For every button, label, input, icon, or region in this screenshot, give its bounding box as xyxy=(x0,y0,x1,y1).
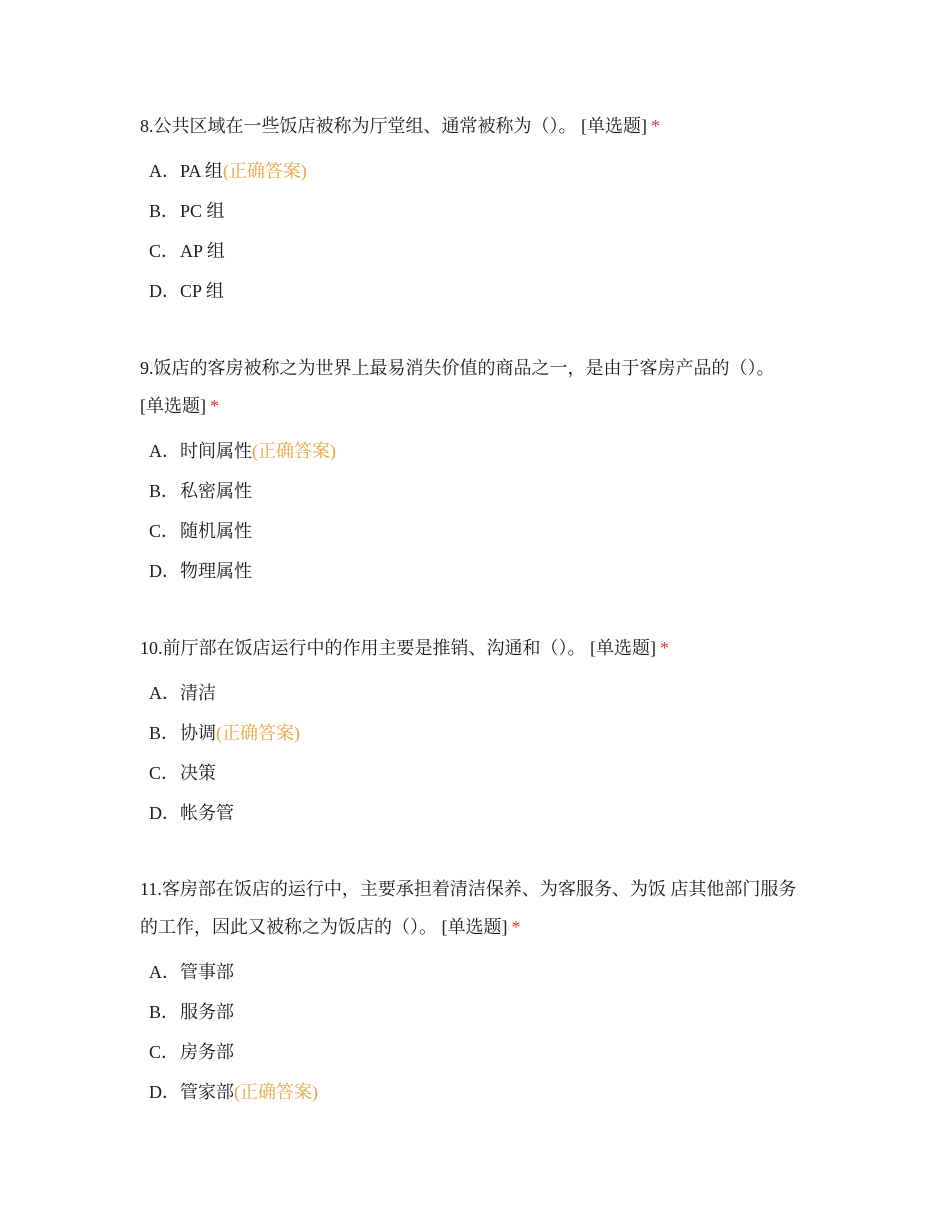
option-text: 物理属性 xyxy=(180,561,252,581)
question-8 xyxy=(140,107,810,311)
required-mark: * xyxy=(511,917,521,937)
option-text: 房务部 xyxy=(180,1042,234,1062)
option-text: AP 组 xyxy=(180,241,225,261)
option-text: PC 组 xyxy=(180,201,225,221)
option-text: 帐务管 xyxy=(180,803,234,823)
option-c[interactable] xyxy=(140,231,810,271)
option-letter: C． xyxy=(149,763,180,783)
option-d[interactable] xyxy=(140,793,810,833)
option-b[interactable] xyxy=(140,713,810,753)
question-type-tag: [单选题] xyxy=(590,638,656,658)
option-list xyxy=(140,431,810,591)
option-letter: A． xyxy=(149,441,180,461)
option-b[interactable] xyxy=(140,471,810,511)
option-text: 随机属性 xyxy=(180,521,252,541)
option-c[interactable] xyxy=(140,511,810,551)
option-letter: A． xyxy=(149,962,180,982)
option-text: 时间属性 xyxy=(180,441,252,461)
question-text: 9.饭店的客房被称之为世界上最易消失价值的商品之一，是由于客房产品的（）。 xyxy=(140,358,775,378)
required-mark: * xyxy=(660,638,669,658)
correct-answer-label: (正确答案) xyxy=(234,1082,318,1102)
option-letter: D． xyxy=(149,281,180,301)
option-d[interactable] xyxy=(140,271,810,311)
question-stem xyxy=(140,870,810,946)
option-list xyxy=(140,673,810,833)
option-text: 服务部 xyxy=(180,1002,234,1022)
option-text: 决策 xyxy=(180,763,216,783)
question-text: 11.客房部在饭店的运行中，主要承担着清洁保养、为客服务、为饭 店其他部门服务的工作，因此又被称之为饭店的（）。 xyxy=(140,879,797,937)
question-text: 8.公共区域在一些饭店被称为厅堂组、通常被称为（）。 xyxy=(140,116,577,136)
question-11 xyxy=(140,870,810,1112)
question-text: 10.前厅部在饭店运行中的作用主要是推销、沟通和（）。 xyxy=(140,638,586,658)
question-type-tag: [单选题] xyxy=(581,116,647,136)
question-stem xyxy=(140,107,810,145)
option-letter: C． xyxy=(149,241,180,261)
option-c[interactable] xyxy=(140,753,810,793)
option-text: 管家部 xyxy=(180,1082,234,1102)
option-d[interactable] xyxy=(140,1072,810,1112)
option-letter: D． xyxy=(149,1082,180,1102)
option-text: 私密属性 xyxy=(180,481,252,501)
option-letter: B． xyxy=(149,1002,180,1022)
correct-answer-label: (正确答案) xyxy=(222,161,307,181)
option-list xyxy=(140,151,810,311)
question-9 xyxy=(140,349,810,591)
question-stem xyxy=(140,629,810,667)
option-list xyxy=(140,952,810,1112)
option-letter: A． xyxy=(149,161,180,181)
correct-answer-label: (正确答案) xyxy=(216,723,300,743)
option-a[interactable] xyxy=(140,952,810,992)
option-letter: B． xyxy=(149,723,180,743)
option-a[interactable] xyxy=(140,673,810,713)
option-letter: A． xyxy=(149,683,180,703)
required-mark: * xyxy=(210,396,219,416)
question-type-tag: [单选题] xyxy=(140,396,206,416)
option-letter: B． xyxy=(149,201,180,221)
option-text: 协调 xyxy=(180,723,216,743)
option-text: CP 组 xyxy=(180,281,224,301)
option-letter: C． xyxy=(149,1042,180,1062)
option-text: 清洁 xyxy=(180,683,216,703)
option-letter: B． xyxy=(149,481,180,501)
correct-answer-label: (正确答案) xyxy=(252,441,336,461)
option-d[interactable] xyxy=(140,551,810,591)
option-b[interactable] xyxy=(140,191,810,231)
option-letter: D． xyxy=(149,803,180,823)
option-text: 管事部 xyxy=(180,962,234,982)
required-mark: * xyxy=(651,116,660,136)
option-a[interactable] xyxy=(140,151,810,191)
question-type-tag: [单选题] xyxy=(441,917,508,937)
option-text: PA 组 xyxy=(180,161,223,181)
option-letter: D． xyxy=(149,561,180,581)
option-c[interactable] xyxy=(140,1032,810,1072)
question-10 xyxy=(140,629,810,833)
option-letter: C． xyxy=(149,521,180,541)
option-b[interactable] xyxy=(140,992,810,1032)
option-a[interactable] xyxy=(140,431,810,471)
question-stem xyxy=(140,349,810,425)
